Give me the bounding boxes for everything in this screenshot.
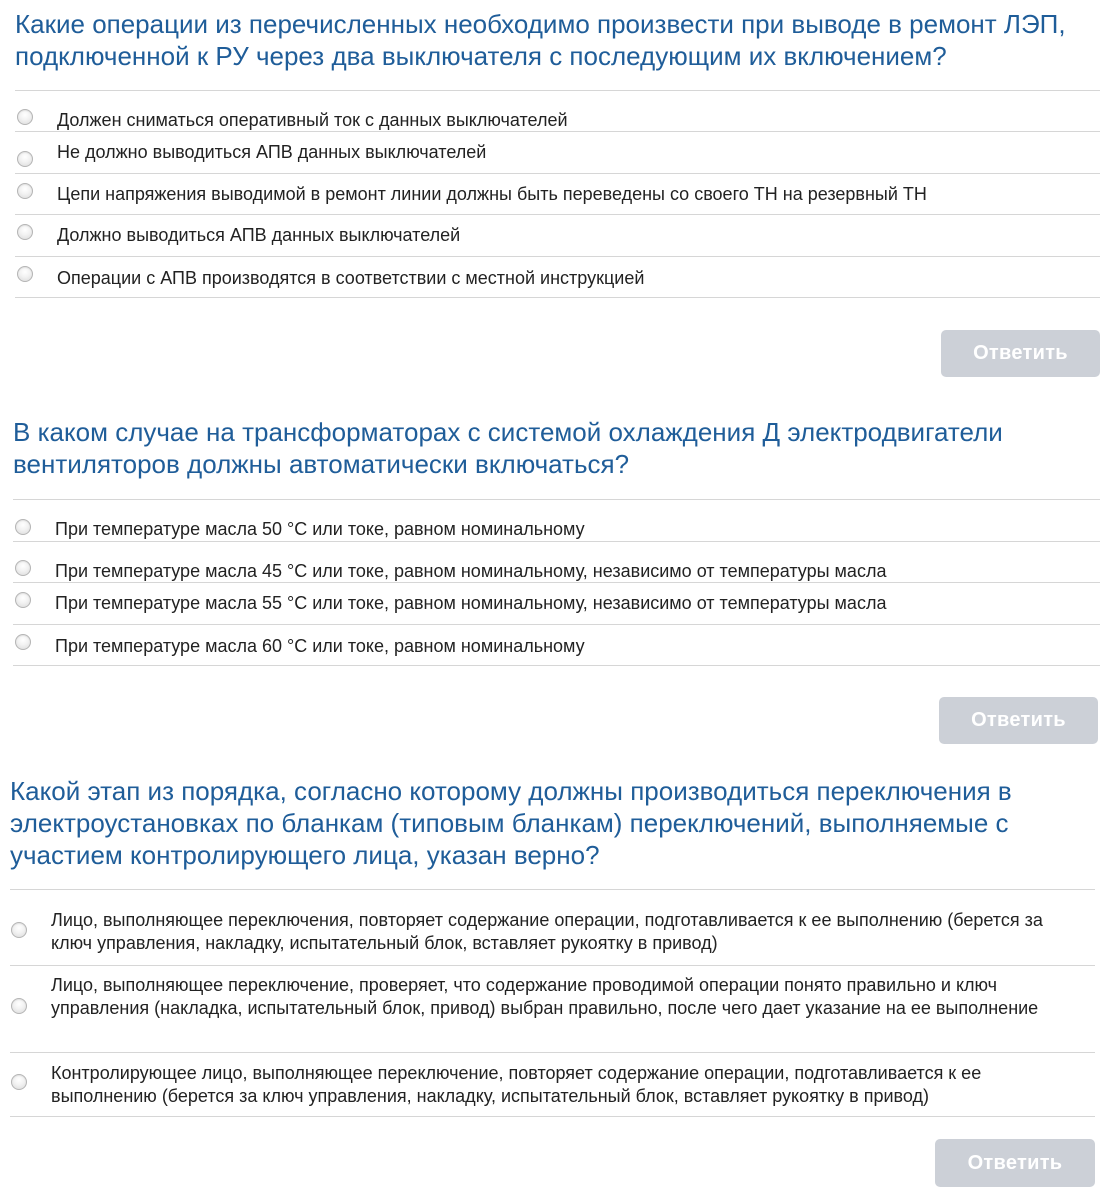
answer-option[interactable]	[10, 966, 1095, 1053]
answer-option-label: Цепи напряжения выводимой в ремонт линии должны быть переведены со своего ТН на резервный ТН	[57, 184, 927, 204]
answer-option-label: Лицо, выполняющее переключение, проверяет, что содержание проводимой операции понято правильно и ключ управления (накладка, испытательный блок, привод) выбран правильно, после чего дает указание на ее выполнение	[51, 975, 1039, 1018]
answer-option[interactable]	[10, 890, 1095, 966]
answer-option-label: При температуре масла 50 °С или токе, равном номинальному	[55, 519, 585, 539]
radio-button[interactable]	[15, 634, 31, 650]
radio-button[interactable]	[15, 560, 31, 576]
submit-answer-button[interactable]: Ответить	[939, 697, 1098, 744]
radio-button[interactable]	[17, 109, 33, 125]
question-3-title: Какой этап из порядка, согласно которому должны производиться переключения в электроустановках по бланкам (типовым бланкам) переключений, выполняемые с участием контролирующего лица, указан верно?	[10, 776, 1012, 870]
answer-option[interactable]	[15, 257, 1100, 298]
radio-button[interactable]	[11, 1074, 27, 1090]
question-2-title: В каком случае на трансформаторах с системой охлаждения Д электродвигатели вентиляторов должны автоматически включаться?	[13, 417, 1003, 479]
radio-button[interactable]	[17, 183, 33, 199]
answer-option-label: При температуре масла 55 °С или токе, равном номинальному, независимо от температуры масла	[55, 593, 887, 613]
question-1-title: Какие операции из перечисленных необходимо произвести при выводе в ремонт ЛЭП, подключенной к РУ через два выключателя с последующим их включением?	[15, 9, 1066, 71]
answer-option-label: При температуре масла 45 °С или токе, равном номинальному, независимо от температуры масла	[55, 561, 887, 581]
radio-button[interactable]	[11, 922, 27, 938]
radio-button[interactable]	[15, 592, 31, 608]
answer-option[interactable]	[15, 91, 1100, 132]
radio-button[interactable]	[17, 224, 33, 240]
submit-answer-button[interactable]: Ответить	[935, 1139, 1095, 1187]
radio-button[interactable]	[17, 151, 33, 167]
answer-option-label: Операции с АПВ производятся в соответствии с местной инструкцией	[57, 268, 645, 288]
answer-option-label: Должно выводиться АПВ данных выключателей	[57, 225, 461, 245]
answer-option[interactable]	[10, 1053, 1095, 1117]
answer-option[interactable]	[13, 542, 1100, 583]
answer-option[interactable]	[13, 583, 1100, 625]
answer-option[interactable]	[15, 132, 1100, 174]
answer-option[interactable]	[13, 625, 1100, 666]
question-3-options	[10, 889, 1095, 1117]
answer-option[interactable]	[15, 174, 1100, 215]
question-2-options	[13, 499, 1100, 666]
answer-option-label: Не должно выводиться АПВ данных выключателей	[57, 142, 487, 162]
radio-button[interactable]	[11, 998, 27, 1014]
submit-answer-button[interactable]: Ответить	[941, 330, 1100, 377]
answer-option-label: Лицо, выполняющее переключения, повторяет содержание операции, подготавливается к ее выполнению (берется за ключ управления, накладку, испытательный блок, вставляет рукоятку в привод)	[51, 910, 1043, 953]
radio-button[interactable]	[15, 519, 31, 535]
question-1-options	[15, 90, 1100, 298]
answer-option-label: Контролирующее лицо, выполняющее переключение, повторяет содержание операции, подготавливается к ее выполнению (берется за ключ управления, накладку, испытательный блок, вставляет рукоятку в привод)	[51, 1063, 982, 1106]
answer-option-label: Должен сниматься оперативный ток с данных выключателей	[57, 110, 568, 130]
answer-option[interactable]	[15, 215, 1100, 257]
answer-option-label: При температуре масла 60 °С или токе, равном номинальному	[55, 636, 585, 656]
answer-option[interactable]	[13, 500, 1100, 542]
radio-button[interactable]	[17, 266, 33, 282]
